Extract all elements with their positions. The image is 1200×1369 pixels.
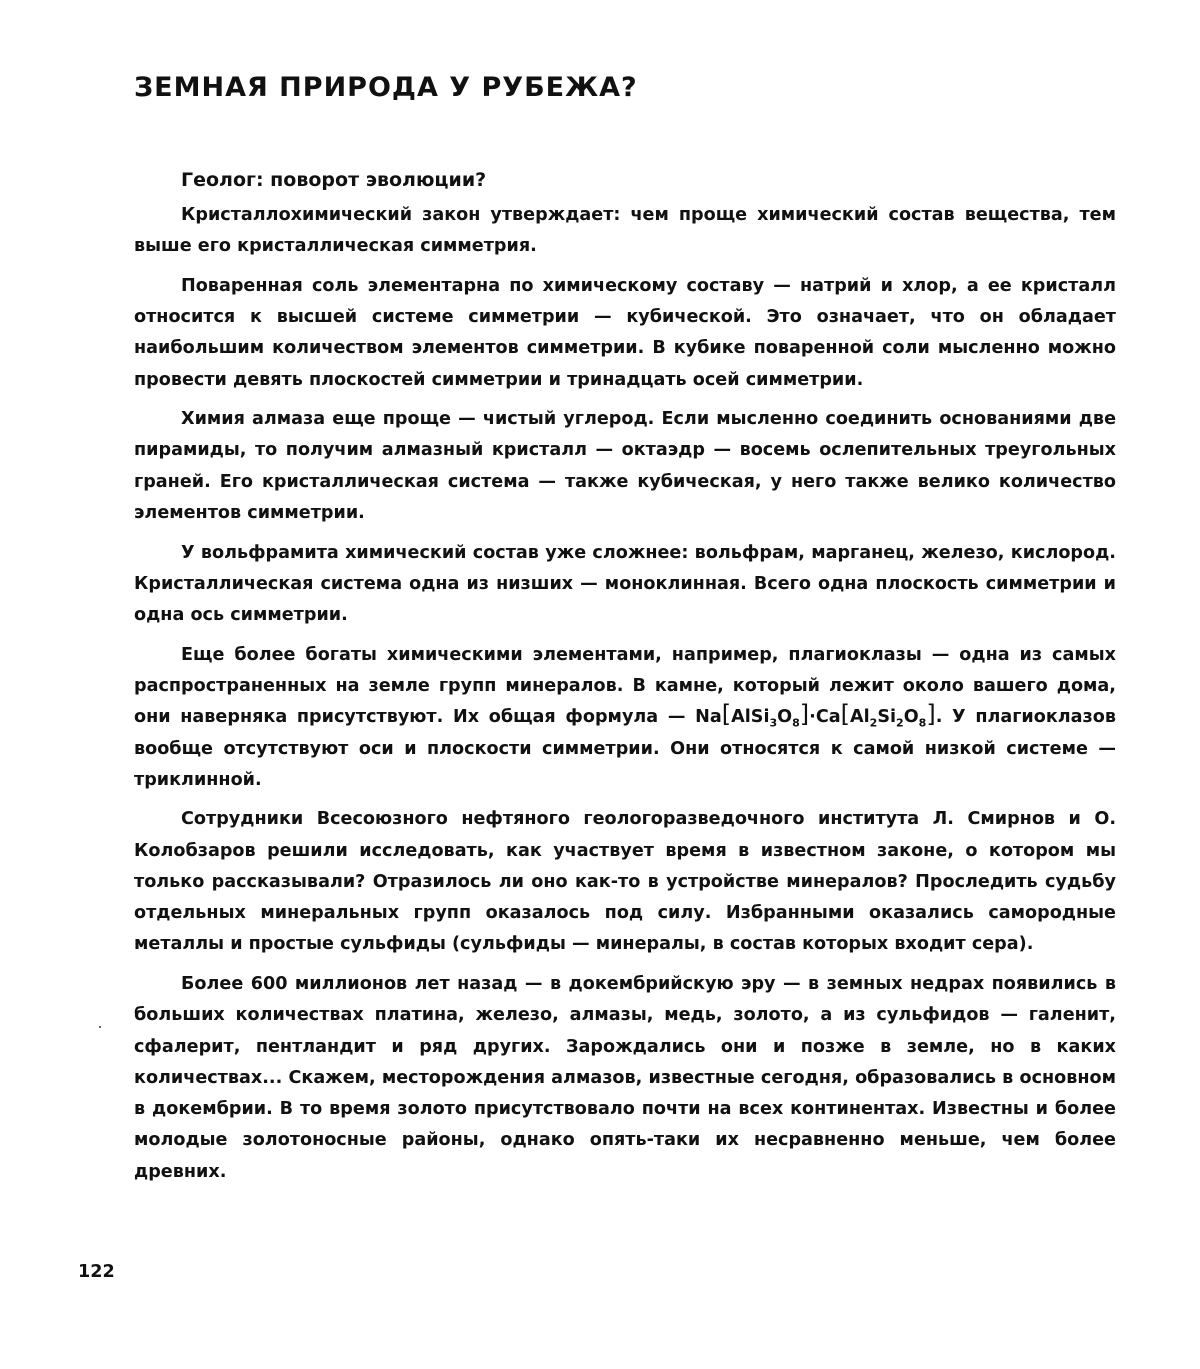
paragraph-wolframite: У вольфрамита химический состав уже сложнее: вольфрам, марганец, железо, кислород. Кристаллическая система одна из низших — моноклинная. Всего одна плоскость симметрии и одна ось симметрии.	[134, 542, 1116, 626]
formula-sub-2b: 2	[896, 716, 904, 730]
formula-na: Na	[695, 707, 722, 728]
formula-bracket-open-1: [	[721, 700, 732, 729]
formula-sub-3: 3	[769, 716, 778, 730]
paragraph-crystal-law: Кристаллохимический закон утверждает: чем проще химический состав вещества, тем выше его кристаллическая симметрия.	[134, 205, 1116, 257]
page-number: 122	[78, 1262, 115, 1282]
formula-bracket-close-2: ]	[926, 700, 936, 729]
paragraph-diamond: Химия алмаза еще проще — чистый углерод. Если мысленно соединить основаниями две пирамиды, то получим алмазный кристалл — октаэдр — восемь ослепительных треугольных граней. Его кристаллическая система — также кубическая, у него также велико количество элементов симметрии.	[134, 409, 1116, 524]
formula-al: Al	[850, 707, 870, 728]
formula-sub-2a: 2	[869, 716, 878, 730]
paragraph-precambrian: Более 600 миллионов лет назад — в докембрийскую эру — в земных недрах появились в больших количествах платина, железо, алмазы, медь, золото, а из сульфидов — галенит, сфалерит, пентландит и ряд других. Зарождались они и позже в земле, но в каких количествах... Скажем, месторождения алмазов, известные сегодня, образовались в основном в докембрии. В то время золото присутствовало почти на всех континентах. Известны и более молодые золотоносные районы, однако опять-таки их несравненно меньше, чем более древних.	[134, 973, 1116, 1182]
formula-sub-8: 8	[792, 716, 800, 730]
formula-alsi: AlSi	[731, 707, 770, 728]
formula-si: Si	[877, 707, 897, 728]
paragraph-plagioclase	[134, 640, 1116, 796]
formula-bracket-open-2: [	[840, 700, 851, 729]
section-heading: Геолог: поворот эволюции?	[181, 169, 487, 191]
formula-o2: O	[903, 707, 919, 728]
print-speck	[99, 1026, 101, 1028]
plagioclase-text-after: . У плагиоклазов вообще отсутствуют оси и плоскости симметрии. Они относятся к самой низкой системе — триклинной.	[134, 707, 1116, 790]
body-text	[134, 200, 1116, 1188]
formula-o: O	[777, 707, 793, 728]
paragraph-salt: Поваренная соль элементарна по химическому составу — натрий и хлор, а ее кристалл относится к высшей системе симметрии — кубической. Это означает, что он обладает наибольшим количеством элементов симметрии. В кубике поваренной соли мысленно можно провести девять плоскостей симметрии и тринадцать осей симметрии.	[134, 275, 1116, 390]
paragraph-researchers: Сотрудники Всесоюзного нефтяного геологоразведочного института Л. Смирнов и О. Колобзаров решили исследовать, как участвует время в известном законе, о котором мы только рассказывали? Отразилось ли оно как-то в устройстве минералов? Проследить судьбу отдельных минеральных групп оказалось под силу. Избранными оказались самородные металлы и простые сульфиды (сульфиды — минералы, в состав которых входит сера).	[134, 809, 1116, 955]
plagioclase-text-before: Еще более богаты химическими элементами, например, плагиоклазы — одна из самых распространенных на земле групп минералов. В камне, который лежит около вашего дома, они наверняка присутствуют. Их общая формула —	[134, 644, 1116, 728]
page-title: ЗЕМНАЯ ПРИРОДА У РУБЕЖА?	[134, 72, 638, 103]
plagioclase-formula	[695, 700, 936, 730]
formula-sub-8b: 8	[918, 716, 927, 730]
formula-dot: ·	[809, 707, 816, 728]
formula-bracket-close-1: ]	[799, 700, 810, 729]
formula-ca: Ca	[815, 707, 841, 728]
